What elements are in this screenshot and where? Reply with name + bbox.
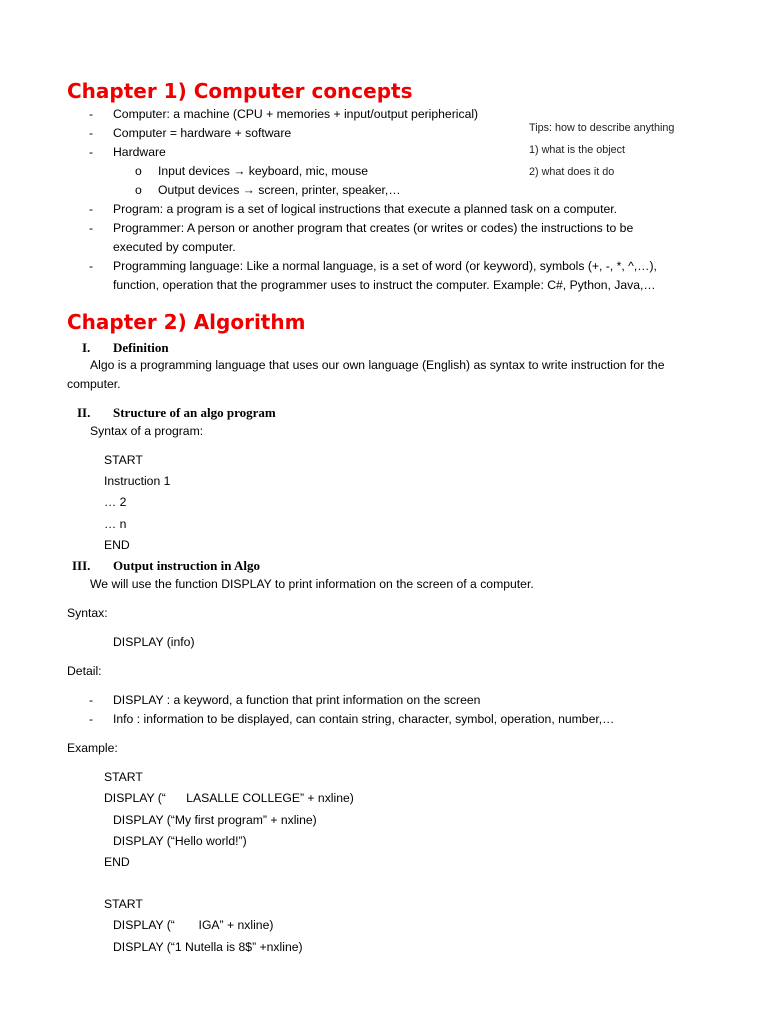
- code-line: … n: [104, 517, 127, 531]
- list-bullet: -: [89, 221, 94, 235]
- detail-label: Detail:: [67, 664, 102, 678]
- tips-item: 1) what is the object: [529, 144, 626, 156]
- list-bullet: -: [89, 202, 94, 216]
- sub-list-item: Input devices → keyboard, mic, mouse: [158, 164, 368, 178]
- syntax-code: DISPLAY (info): [113, 635, 195, 649]
- code-line: END: [104, 855, 130, 869]
- section-number: II.: [77, 405, 91, 420]
- code-line: START: [104, 453, 143, 467]
- list-bullet: -: [89, 693, 94, 707]
- list-item: Hardware: [113, 145, 166, 159]
- list-bullet: -: [89, 107, 94, 121]
- list-bullet: -: [89, 259, 94, 273]
- code-line: DISPLAY (“Hello world!”): [113, 834, 247, 848]
- sub-bullet: o: [135, 164, 142, 178]
- code-line: DISPLAY (“1 Nutella is 8$” +nxline): [113, 940, 303, 954]
- list-item-continued: function, operation that the programmer uses to instruct the computer. Example: C#, Python, Java,…: [113, 278, 656, 292]
- code-line: … 2: [104, 495, 127, 509]
- paragraph-continued: computer.: [67, 377, 121, 391]
- paragraph: Algo is a programming language that uses our own language (English) as syntax to write instruction for the: [90, 358, 665, 372]
- code-line: DISPLAY (“ IGA” + nxline): [113, 918, 274, 932]
- sub-bullet: o: [135, 183, 142, 197]
- list-item: Computer = hardware + software: [113, 126, 292, 140]
- list-bullet: -: [89, 126, 94, 140]
- list-bullet: -: [89, 712, 94, 726]
- list-item: Programming language: Like a normal language, is a set of word (or keyword), symbols (+, -, *, ^,…),: [113, 259, 657, 273]
- code-line: DISPLAY (“ LASALLE COLLEGE” + nxline): [104, 791, 354, 805]
- section-heading-definition: Definition: [113, 340, 169, 355]
- list-item-continued: executed by computer.: [113, 240, 236, 254]
- list-item: Info : information to be displayed, can contain string, character, symbol, operation, number,…: [113, 712, 615, 726]
- list-bullet: -: [89, 145, 94, 159]
- code-line: DISPLAY (“My first program” + nxline): [113, 813, 317, 827]
- section-heading-structure: Structure of an algo program: [113, 405, 276, 420]
- section-number: III.: [72, 558, 91, 573]
- code-line: START: [104, 897, 143, 911]
- list-item: Programmer: A person or another program that creates (or writes or codes) the instructions to be: [113, 221, 634, 235]
- code-line: START: [104, 770, 143, 784]
- paragraph: We will use the function DISPLAY to print information on the screen of a computer.: [90, 577, 534, 591]
- section-number: I.: [82, 340, 91, 355]
- section-heading-output: Output instruction in Algo: [113, 558, 261, 573]
- code-line: END: [104, 538, 130, 552]
- chapter2-title: Chapter 2) Algorithm: [67, 310, 306, 334]
- list-item: Computer: a machine (CPU + memories + input/output peripherical): [113, 107, 479, 121]
- list-item: Program: a program is a set of logical instructions that execute a planned task on a computer.: [113, 202, 618, 216]
- example-label: Example:: [67, 741, 118, 755]
- code-line: Instruction 1: [104, 474, 171, 488]
- chapter1-title: Chapter 1) Computer concepts: [67, 79, 413, 103]
- paragraph: Syntax of a program:: [90, 424, 204, 438]
- syntax-label: Syntax:: [67, 606, 108, 620]
- list-item: DISPLAY : a keyword, a function that print information on the screen: [113, 693, 481, 707]
- tips-heading: Tips: how to describe anything: [529, 122, 675, 134]
- tips-item: 2) what does it do: [529, 166, 615, 178]
- sub-list-item: Output devices → screen, printer, speaker,…: [158, 183, 401, 197]
